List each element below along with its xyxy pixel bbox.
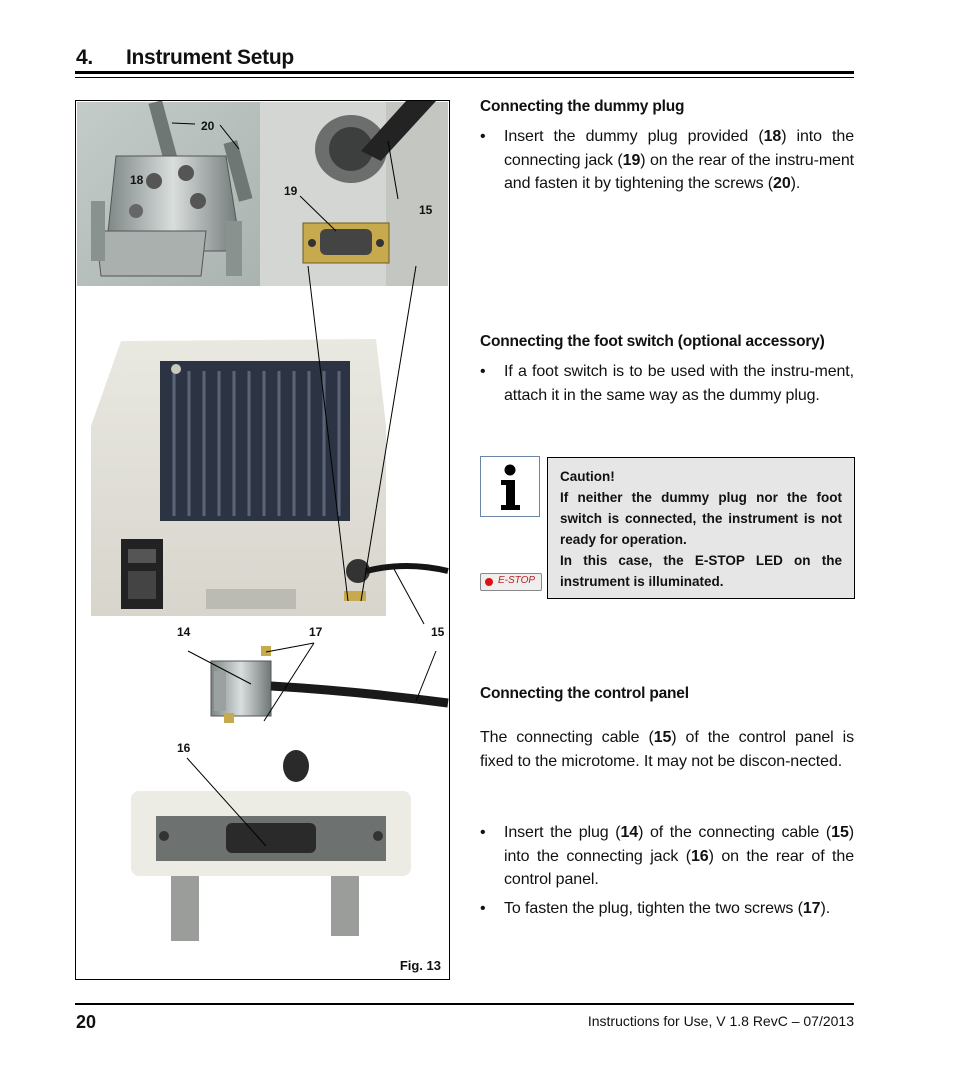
bullet-dot: • xyxy=(480,900,486,917)
callout-18: 18 xyxy=(130,173,144,187)
bullet-tighten-screws: • To fasten the plug, tighten the two screws (17). xyxy=(480,897,854,921)
callout-16: 16 xyxy=(177,741,191,755)
bullet-foot-switch: • If a foot switch is to be used with the instru-ment, attach it in the same way as the dummy plug. xyxy=(480,360,854,407)
header-rule xyxy=(75,71,854,74)
info-icon xyxy=(480,456,540,517)
figure-label: Fig. 13 xyxy=(399,958,441,973)
caution-title: Caution! xyxy=(560,469,615,484)
heading-control-panel: Connecting the control panel xyxy=(480,685,689,702)
heading-dummy-plug: Connecting the dummy plug xyxy=(480,98,685,115)
footer-rule xyxy=(75,1003,854,1005)
dummy-plug-photo xyxy=(77,101,260,286)
heading-foot-switch: Connecting the foot switch (optional accessory) xyxy=(480,333,825,350)
bullet-dot: • xyxy=(480,128,486,145)
callout-17: 17 xyxy=(309,625,323,639)
callout-14: 14 xyxy=(177,625,191,639)
bullet-dot: • xyxy=(480,824,486,841)
figure-13 xyxy=(75,100,450,980)
figure-illustration xyxy=(76,101,449,979)
callout-15-top: 15 xyxy=(419,203,433,217)
estop-led-icon: E-STOP xyxy=(480,573,542,591)
caution-box xyxy=(547,457,855,599)
cable-plug-photo xyxy=(211,646,448,723)
control-panel-photo xyxy=(131,750,411,941)
section-number: 4. xyxy=(76,46,93,69)
page-title: Instrument Setup xyxy=(126,46,294,69)
caution-line-1: If neither the dummy plug nor the foot switch is connected, the instrument is not ready for operation. xyxy=(560,490,842,547)
microtome-rear-photo xyxy=(91,339,448,616)
bullet-dummy-plug: • Insert the dummy plug provided (18) into the connecting jack (19) on the rear of the instru-ment and fasten it by tightening the screws (20). xyxy=(480,125,854,196)
callout-19: 19 xyxy=(284,184,298,198)
bullet-dot: • xyxy=(480,363,486,380)
caution-line-2: In this case, the E-STOP LED on the instrument is illuminated. xyxy=(560,553,842,589)
header-rule-thin xyxy=(75,77,854,78)
callout-15-bottom: 15 xyxy=(431,625,445,639)
bullet-insert-plug: • Insert the plug (14) of the connecting cable (15) into the connecting jack (16) on the rear of the control panel. xyxy=(480,821,854,892)
control-panel-paragraph: The connecting cable (15) of the control panel is fixed to the microtome. It may not be discon-nected. xyxy=(480,729,854,770)
callout-20: 20 xyxy=(201,119,215,133)
footer-text: Instructions for Use, V 1.8 RevC – 07/2013 xyxy=(587,1013,854,1029)
page-number: 20 xyxy=(76,1012,97,1032)
